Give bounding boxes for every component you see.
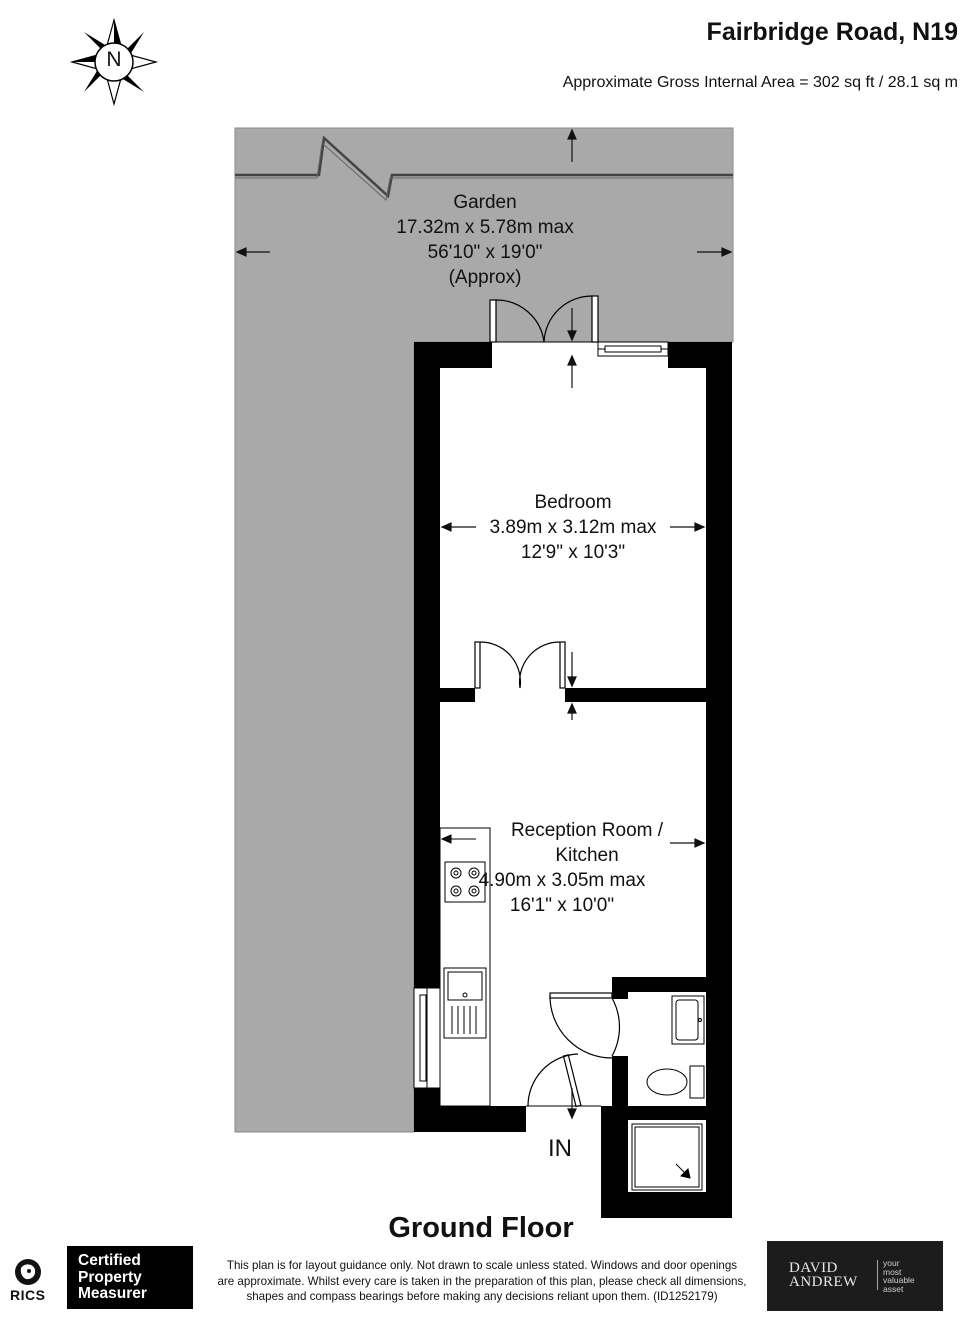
window-left (414, 988, 440, 1088)
garden-label (360, 190, 610, 290)
agent-logo-divider (877, 1260, 878, 1290)
tagline-line: asset (883, 1283, 904, 1294)
kitchen-sink-icon (444, 968, 486, 1038)
garden-name: Garden (453, 192, 517, 213)
basin-icon (672, 996, 704, 1044)
reception-metric: 4.90m x 3.05m max (478, 870, 646, 891)
disclaimer (204, 1258, 760, 1305)
rics-wordmark: RICS (10, 1287, 46, 1303)
gross-internal-area: Approximate Gross Internal Area = 302 sq ft / 28.1 sq m (562, 74, 958, 91)
disclaimer-line: shapes and compass bearings before making any decisions reliant upon them. (ID1252179) (246, 1290, 718, 1303)
property-title: Fairbridge Road, N19 (706, 18, 958, 46)
agent-tagline (883, 1259, 915, 1293)
agent-name-line: ANDREW (789, 1274, 858, 1290)
certified-property-measurer-badge (67, 1246, 193, 1309)
floor-name: Ground Floor (388, 1212, 574, 1244)
entrance-label: IN (548, 1135, 572, 1162)
bedroom-name: Bedroom (534, 492, 612, 513)
reception-imperial: 16'1" x 10'0" (509, 895, 615, 916)
toilet-icon (647, 1066, 704, 1098)
bedroom-imperial: 12'9" x 10'3" (520, 542, 626, 563)
shower-tray-icon (632, 1124, 702, 1190)
disclaimer-line: This plan is for layout guidance only. Not drawn to scale unless stated. Windows and door openings (226, 1259, 738, 1272)
cert-line: Measurer (78, 1285, 147, 1302)
garden-metric: 17.32m x 5.78m max (396, 217, 574, 238)
compass-label: N (106, 48, 122, 71)
reception-name-line1: Reception Room / (510, 820, 664, 841)
agent-name-line: DAVID (789, 1260, 838, 1276)
bedroom-metric: 3.89m x 3.12m max (489, 517, 657, 538)
tagline-line: valuable (883, 1275, 915, 1285)
disclaimer-line: are approximate. Whilst every care is taken in the preparation of this plan, please check all dimensions, (217, 1274, 747, 1288)
garden-imperial: 56'10" x 19'0" (427, 242, 543, 263)
agent-logo (767, 1241, 943, 1311)
tagline-line: your (883, 1258, 900, 1268)
cert-line: Property (78, 1268, 142, 1286)
cert-line: Certified (78, 1252, 141, 1269)
reception-label (462, 818, 712, 918)
garden-note: (Approx) (448, 267, 522, 288)
agent-name (789, 1261, 858, 1289)
window-top (598, 342, 668, 356)
bedroom-label (448, 490, 698, 565)
tagline-line: most (883, 1266, 902, 1277)
reception-name-line2: Kitchen (555, 845, 619, 866)
rics-logo-icon (15, 1259, 41, 1285)
